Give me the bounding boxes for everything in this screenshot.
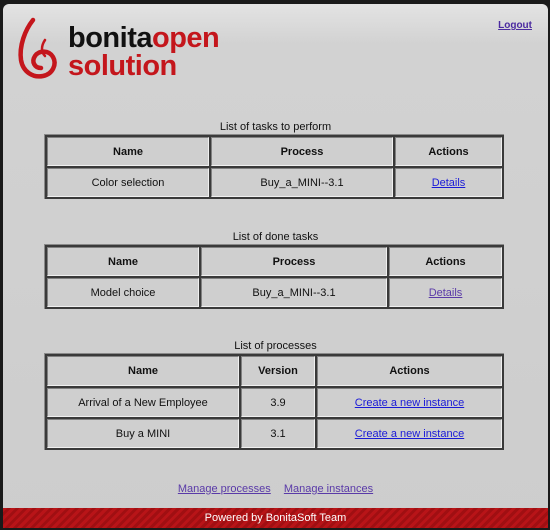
- column-header-actions: Actions: [389, 247, 502, 276]
- processes-table: [44, 353, 504, 450]
- process-version-cell: 3.1: [241, 419, 315, 448]
- logo-text-top: [68, 24, 219, 53]
- process-version-cell: 3.9: [241, 388, 315, 417]
- create-instance-link[interactable]: Create a new instance: [354, 427, 465, 440]
- details-link[interactable]: Details: [431, 176, 466, 189]
- logo-word-open: open: [152, 22, 220, 54]
- column-header-process: Process: [211, 137, 393, 166]
- table-header-row: [47, 137, 502, 166]
- task-name-cell: Model choice: [47, 278, 199, 307]
- logo-word-bonita: bonita: [68, 22, 152, 54]
- todo-caption: List of tasks to perform: [219, 121, 332, 133]
- process-name-cell: Arrival of a New Employee: [47, 388, 239, 417]
- todo-table: [44, 134, 504, 199]
- table-row: [47, 168, 502, 197]
- done-table: [44, 244, 504, 309]
- column-header-name: Name: [47, 137, 209, 166]
- task-process-cell: Buy_a_MINI--3.1: [201, 278, 387, 307]
- task-name-cell: Color selection: [47, 168, 209, 197]
- process-actions-cell: [317, 388, 502, 417]
- column-header-name: Name: [47, 356, 239, 386]
- bonita-swirl-icon: [15, 16, 61, 82]
- table-header-row: [47, 356, 502, 386]
- app-window: [3, 4, 548, 528]
- process-actions-cell: [317, 419, 502, 448]
- manage-processes-link[interactable]: Manage processes: [177, 483, 271, 495]
- details-link[interactable]: Details: [428, 286, 463, 299]
- table-header-row: [47, 247, 502, 276]
- column-header-actions: Actions: [395, 137, 502, 166]
- manage-instances-link[interactable]: Manage instances: [283, 483, 374, 495]
- table-row: [47, 278, 502, 307]
- task-actions-cell: [389, 278, 502, 307]
- bonita-logo: [15, 16, 220, 84]
- column-header-actions: Actions: [317, 356, 502, 386]
- logo-text-bottom: solution: [68, 50, 177, 82]
- table-row: [47, 419, 502, 448]
- create-instance-link[interactable]: Create a new instance: [354, 396, 465, 409]
- task-actions-cell: [395, 168, 502, 197]
- processes-caption: List of processes: [234, 340, 317, 352]
- logout-link[interactable]: Logout: [498, 20, 532, 31]
- task-process-cell: Buy_a_MINI--3.1: [211, 168, 393, 197]
- done-caption: List of done tasks: [232, 231, 319, 243]
- column-header-process: Process: [201, 247, 387, 276]
- bottom-links: [3, 483, 548, 495]
- column-header-name: Name: [47, 247, 199, 276]
- process-name-cell: Buy a MINI: [47, 419, 239, 448]
- footer-text: Powered by BonitaSoft Team: [204, 512, 347, 524]
- column-header-version: Version: [241, 356, 315, 386]
- footer-bar: [3, 508, 548, 528]
- table-row: [47, 388, 502, 417]
